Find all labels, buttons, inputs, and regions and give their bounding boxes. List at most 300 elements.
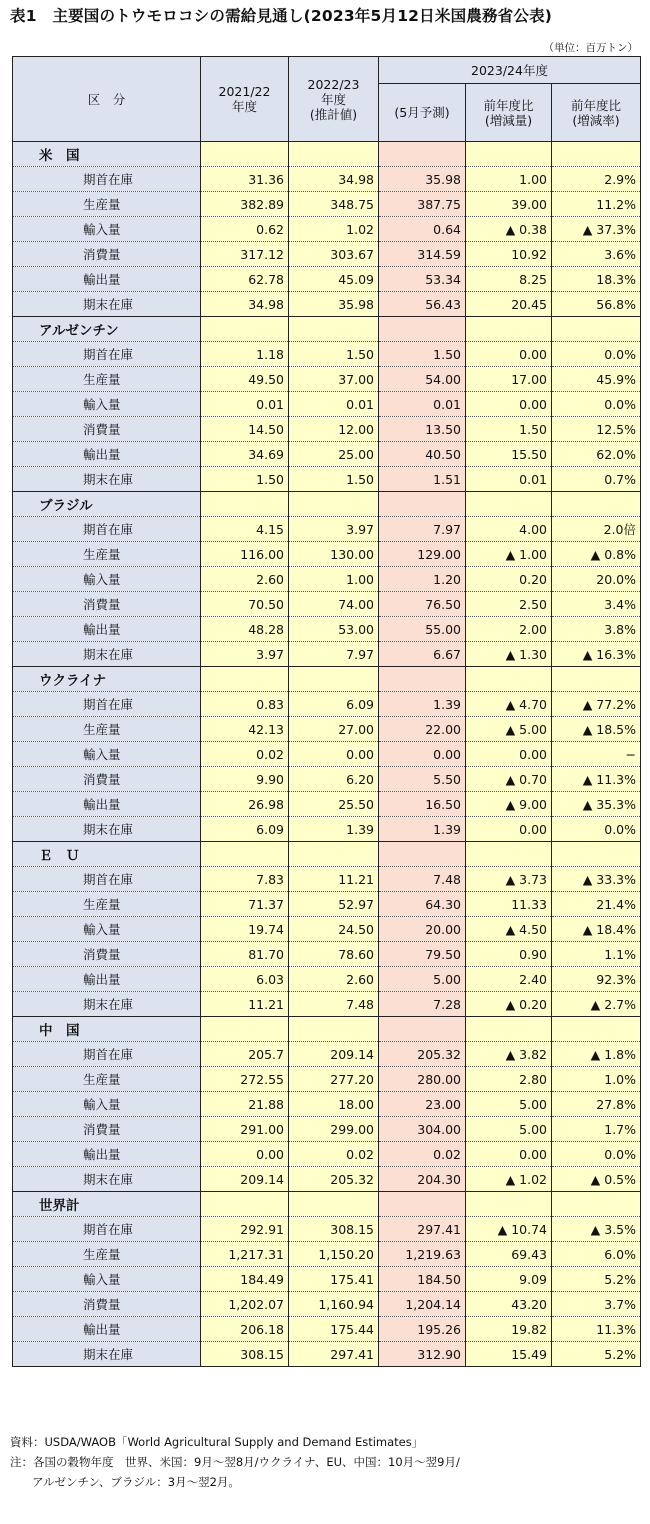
table-row — [13, 342, 641, 367]
item-label: 消費量 — [13, 417, 201, 442]
table-row — [13, 192, 641, 217]
header-2022: 2022/23 年度 (推計値) — [289, 57, 379, 142]
table-row — [13, 217, 641, 242]
value-2022: 277.20 — [289, 1067, 379, 1092]
table-row — [13, 367, 641, 392]
country-name: 世界計 — [13, 1192, 201, 1217]
value-diff: 2.40 — [466, 967, 552, 992]
value-may-forecast: 56.43 — [379, 292, 466, 317]
value-rate: ▲ 0.8% — [552, 542, 641, 567]
value-rate: 27.8% — [552, 1092, 641, 1117]
value-2021: 1.50 — [201, 467, 289, 492]
value-2021: 42.13 — [201, 717, 289, 742]
value-2022: 303.67 — [289, 242, 379, 267]
item-label: 消費量 — [13, 767, 201, 792]
value-may-forecast: 35.98 — [379, 167, 466, 192]
supply-demand-table — [12, 56, 641, 1367]
value-diff: ▲ 0.38 — [466, 217, 552, 242]
table-title: 表1 主要国のトウモロコシの需給見通し(2023年5月12日米国農務省公表) — [10, 7, 553, 25]
table-row — [13, 1342, 641, 1367]
item-label: 期首在庫 — [13, 867, 201, 892]
country-name: アルゼンチン — [13, 317, 201, 342]
value-2021: 317.12 — [201, 242, 289, 267]
item-label: 生産量 — [13, 892, 201, 917]
value-2021: 34.98 — [201, 292, 289, 317]
value-rate: 11.3% — [552, 1317, 641, 1342]
item-label: 輸入量 — [13, 742, 201, 767]
empty-cell — [552, 317, 641, 342]
value-2021: 1,217.31 — [201, 1242, 289, 1267]
country-row — [13, 1017, 641, 1042]
value-may-forecast: 5.00 — [379, 967, 466, 992]
country-row — [13, 492, 641, 517]
value-may-forecast: 16.50 — [379, 792, 466, 817]
value-diff: 0.00 — [466, 1142, 552, 1167]
header-may-forecast: (5月予測) — [379, 84, 466, 142]
item-label: 消費量 — [13, 592, 201, 617]
item-label: 輸出量 — [13, 1317, 201, 1342]
value-may-forecast: 387.75 — [379, 192, 466, 217]
item-label: 生産量 — [13, 1067, 201, 1092]
table-row — [13, 992, 641, 1017]
value-may-forecast: 204.30 — [379, 1167, 466, 1192]
empty-cell — [552, 492, 641, 517]
value-2022: 24.50 — [289, 917, 379, 942]
value-2022: 2.60 — [289, 967, 379, 992]
value-2021: 9.90 — [201, 767, 289, 792]
value-2022: 12.00 — [289, 417, 379, 442]
item-label: 期末在庫 — [13, 642, 201, 667]
value-2021: 26.98 — [201, 792, 289, 817]
country-name: 中 国 — [13, 1017, 201, 1042]
value-diff: 4.00 — [466, 517, 552, 542]
table-row — [13, 767, 641, 792]
value-2022: 209.14 — [289, 1042, 379, 1067]
empty-cell — [552, 1192, 641, 1217]
empty-cell — [289, 492, 379, 517]
table-row — [13, 567, 641, 592]
country-row — [13, 1192, 641, 1217]
table-row — [13, 517, 641, 542]
value-2022: 3.97 — [289, 517, 379, 542]
country-row — [13, 842, 641, 867]
table-row — [13, 892, 641, 917]
value-2021: 0.01 — [201, 392, 289, 417]
value-diff: 0.00 — [466, 342, 552, 367]
country-row — [13, 667, 641, 692]
value-may-forecast: 79.50 — [379, 942, 466, 967]
empty-cell — [466, 1017, 552, 1042]
table-row — [13, 817, 641, 842]
value-may-forecast: 1,204.14 — [379, 1292, 466, 1317]
table-body — [13, 142, 641, 1367]
empty-cell — [201, 1192, 289, 1217]
value-rate: 5.2% — [552, 1267, 641, 1292]
value-rate: 11.2% — [552, 192, 641, 217]
value-2021: 4.15 — [201, 517, 289, 542]
value-diff: 0.00 — [466, 817, 552, 842]
value-2022: 0.00 — [289, 742, 379, 767]
value-2022: 52.97 — [289, 892, 379, 917]
table-row — [13, 1042, 641, 1067]
item-label: 期首在庫 — [13, 1042, 201, 1067]
value-rate: 3.6% — [552, 242, 641, 267]
country-name: Ｅ Ｕ — [13, 842, 201, 867]
empty-cell — [201, 142, 289, 167]
value-2022: 1,160.94 — [289, 1292, 379, 1317]
empty-cell — [379, 317, 466, 342]
value-may-forecast: 13.50 — [379, 417, 466, 442]
empty-cell — [379, 842, 466, 867]
empty-cell — [552, 142, 641, 167]
value-may-forecast: 1,219.63 — [379, 1242, 466, 1267]
value-2021: 382.89 — [201, 192, 289, 217]
table-row — [13, 417, 641, 442]
value-2021: 14.50 — [201, 417, 289, 442]
value-rate: ▲ 18.4% — [552, 917, 641, 942]
item-label: 消費量 — [13, 1292, 201, 1317]
item-label: 期末在庫 — [13, 992, 201, 1017]
value-diff: ▲ 0.70 — [466, 767, 552, 792]
value-2022: 25.50 — [289, 792, 379, 817]
table-row — [13, 242, 641, 267]
value-rate: 0.0% — [552, 392, 641, 417]
source-note: 資料：USDA/WAOB「World Agricultural Supply and Demand Estimates」 — [10, 1435, 424, 1449]
value-rate: 0.0% — [552, 1142, 641, 1167]
value-rate: − — [552, 742, 641, 767]
value-rate: ▲ 18.5% — [552, 717, 641, 742]
header-rate: 前年度比 (増減率) — [552, 84, 641, 142]
table-row — [13, 442, 641, 467]
item-label: 輸出量 — [13, 442, 201, 467]
table-row — [13, 1117, 641, 1142]
value-diff: 5.00 — [466, 1117, 552, 1142]
value-rate: 3.4% — [552, 592, 641, 617]
table-row — [13, 717, 641, 742]
value-rate: 12.5% — [552, 417, 641, 442]
value-rate: 62.0% — [552, 442, 641, 467]
value-diff: 10.92 — [466, 242, 552, 267]
value-diff: ▲ 1.02 — [466, 1167, 552, 1192]
value-rate: 3.8% — [552, 617, 641, 642]
table-row — [13, 792, 641, 817]
empty-cell — [379, 492, 466, 517]
table-row — [13, 1292, 641, 1317]
table-row — [13, 1217, 641, 1242]
value-diff: 0.00 — [466, 392, 552, 417]
empty-cell — [379, 1017, 466, 1042]
value-may-forecast: 0.01 — [379, 392, 466, 417]
empty-cell — [201, 317, 289, 342]
value-diff: 0.01 — [466, 467, 552, 492]
value-diff: 20.45 — [466, 292, 552, 317]
value-may-forecast: 1.50 — [379, 342, 466, 367]
value-2021: 292.91 — [201, 1217, 289, 1242]
note-line-2: アルゼンチン、ブラジル：3月～翌2月。 — [32, 1475, 240, 1489]
empty-cell — [552, 1017, 641, 1042]
value-rate: ▲ 35.3% — [552, 792, 641, 817]
value-2021: 0.02 — [201, 742, 289, 767]
item-label: 期首在庫 — [13, 692, 201, 717]
item-label: 期首在庫 — [13, 1217, 201, 1242]
value-diff: ▲ 4.70 — [466, 692, 552, 717]
value-2022: 27.00 — [289, 717, 379, 742]
table-row — [13, 917, 641, 942]
value-diff: 0.90 — [466, 942, 552, 967]
value-diff: 19.82 — [466, 1317, 552, 1342]
header-division: 区 分 — [13, 57, 201, 142]
value-2021: 7.83 — [201, 867, 289, 892]
value-2022: 0.01 — [289, 392, 379, 417]
value-may-forecast: 5.50 — [379, 767, 466, 792]
value-may-forecast: 23.00 — [379, 1092, 466, 1117]
value-diff: 9.09 — [466, 1267, 552, 1292]
value-rate: 56.8% — [552, 292, 641, 317]
empty-cell — [201, 1017, 289, 1042]
value-rate: 1.0% — [552, 1067, 641, 1092]
empty-cell — [379, 667, 466, 692]
value-2022: 7.48 — [289, 992, 379, 1017]
value-2022: 130.00 — [289, 542, 379, 567]
value-rate: ▲ 77.2% — [552, 692, 641, 717]
empty-cell — [466, 317, 552, 342]
empty-cell — [379, 142, 466, 167]
value-2022: 205.32 — [289, 1167, 379, 1192]
table-row — [13, 592, 641, 617]
value-2021: 71.37 — [201, 892, 289, 917]
table-row — [13, 1267, 641, 1292]
header-2021: 2021/22 年度 — [201, 57, 289, 142]
value-may-forecast: 0.64 — [379, 217, 466, 242]
table-row — [13, 942, 641, 967]
value-2021: 206.18 — [201, 1317, 289, 1342]
value-2022: 6.09 — [289, 692, 379, 717]
value-2022: 1.50 — [289, 467, 379, 492]
empty-cell — [552, 667, 641, 692]
value-may-forecast: 312.90 — [379, 1342, 466, 1367]
value-2021: 2.60 — [201, 567, 289, 592]
value-2022: 0.02 — [289, 1142, 379, 1167]
value-may-forecast: 54.00 — [379, 367, 466, 392]
value-rate: ▲ 1.8% — [552, 1042, 641, 1067]
value-2021: 81.70 — [201, 942, 289, 967]
value-2022: 7.97 — [289, 642, 379, 667]
empty-cell — [466, 1192, 552, 1217]
value-2021: 291.00 — [201, 1117, 289, 1142]
value-diff: 2.50 — [466, 592, 552, 617]
value-rate: 1.1% — [552, 942, 641, 967]
value-2021: 70.50 — [201, 592, 289, 617]
table-row — [13, 867, 641, 892]
empty-cell — [289, 842, 379, 867]
country-name: 米 国 — [13, 142, 201, 167]
value-diff: 15.49 — [466, 1342, 552, 1367]
item-label: 輸入量 — [13, 1267, 201, 1292]
value-2021: 6.09 — [201, 817, 289, 842]
value-2021: 184.49 — [201, 1267, 289, 1292]
value-may-forecast: 280.00 — [379, 1067, 466, 1092]
value-2021: 49.50 — [201, 367, 289, 392]
value-rate: 0.0% — [552, 817, 641, 842]
value-2022: 297.41 — [289, 1342, 379, 1367]
item-label: 期末在庫 — [13, 817, 201, 842]
value-may-forecast: 22.00 — [379, 717, 466, 742]
value-2021: 3.97 — [201, 642, 289, 667]
value-diff: ▲ 10.74 — [466, 1217, 552, 1242]
value-rate: 6.0% — [552, 1242, 641, 1267]
table-row — [13, 742, 641, 767]
value-2021: 62.78 — [201, 267, 289, 292]
value-rate: ▲ 33.3% — [552, 867, 641, 892]
table-row — [13, 392, 641, 417]
country-row — [13, 317, 641, 342]
value-2021: 272.55 — [201, 1067, 289, 1092]
empty-cell — [289, 1192, 379, 1217]
value-may-forecast: 7.97 — [379, 517, 466, 542]
table-row — [13, 967, 641, 992]
value-may-forecast: 1.39 — [379, 817, 466, 842]
empty-cell — [201, 492, 289, 517]
value-2021: 116.00 — [201, 542, 289, 567]
value-diff: ▲ 3.73 — [466, 867, 552, 892]
table-row — [13, 1317, 641, 1342]
value-may-forecast: 129.00 — [379, 542, 466, 567]
table-row — [13, 467, 641, 492]
item-label: 生産量 — [13, 542, 201, 567]
item-label: 輸出量 — [13, 967, 201, 992]
empty-cell — [552, 842, 641, 867]
header-diff: 前年度比 (増減量) — [466, 84, 552, 142]
empty-cell — [289, 667, 379, 692]
value-diff: 5.00 — [466, 1092, 552, 1117]
value-2022: 299.00 — [289, 1117, 379, 1142]
value-rate: 2.9% — [552, 167, 641, 192]
item-label: 消費量 — [13, 242, 201, 267]
value-may-forecast: 7.28 — [379, 992, 466, 1017]
value-2022: 25.00 — [289, 442, 379, 467]
value-rate: ▲ 16.3% — [552, 642, 641, 667]
table-row — [13, 642, 641, 667]
value-2022: 175.41 — [289, 1267, 379, 1292]
table-row — [13, 1167, 641, 1192]
value-2021: 19.74 — [201, 917, 289, 942]
value-2021: 48.28 — [201, 617, 289, 642]
value-2021: 209.14 — [201, 1167, 289, 1192]
value-rate: ▲ 11.3% — [552, 767, 641, 792]
value-may-forecast: 20.00 — [379, 917, 466, 942]
value-2022: 1.50 — [289, 342, 379, 367]
value-2022: 1.02 — [289, 217, 379, 242]
value-may-forecast: 40.50 — [379, 442, 466, 467]
value-2022: 1.00 — [289, 567, 379, 592]
empty-cell — [466, 667, 552, 692]
value-rate: 92.3% — [552, 967, 641, 992]
value-2022: 1.39 — [289, 817, 379, 842]
value-diff: 0.00 — [466, 742, 552, 767]
value-may-forecast: 55.00 — [379, 617, 466, 642]
value-may-forecast: 0.02 — [379, 1142, 466, 1167]
item-label: 輸入量 — [13, 567, 201, 592]
value-rate: ▲ 37.3% — [552, 217, 641, 242]
value-2022: 308.15 — [289, 1217, 379, 1242]
value-2022: 348.75 — [289, 192, 379, 217]
item-label: 消費量 — [13, 942, 201, 967]
item-label: 期末在庫 — [13, 292, 201, 317]
value-diff: 1.00 — [466, 167, 552, 192]
value-2021: 1,202.07 — [201, 1292, 289, 1317]
value-diff: 11.33 — [466, 892, 552, 917]
value-rate: 20.0% — [552, 567, 641, 592]
item-label: 輸出量 — [13, 1142, 201, 1167]
item-label: 期末在庫 — [13, 1342, 201, 1367]
value-diff: ▲ 1.30 — [466, 642, 552, 667]
item-label: 輸入量 — [13, 1092, 201, 1117]
value-rate: 2.0倍 — [552, 517, 641, 542]
empty-cell — [201, 667, 289, 692]
value-rate: ▲ 3.5% — [552, 1217, 641, 1242]
empty-cell — [289, 1017, 379, 1042]
value-may-forecast: 1.51 — [379, 467, 466, 492]
value-2021: 308.15 — [201, 1342, 289, 1367]
value-2022: 53.00 — [289, 617, 379, 642]
value-may-forecast: 184.50 — [379, 1267, 466, 1292]
value-diff: 2.80 — [466, 1067, 552, 1092]
value-rate: ▲ 2.7% — [552, 992, 641, 1017]
value-may-forecast: 76.50 — [379, 592, 466, 617]
value-may-forecast: 205.32 — [379, 1042, 466, 1067]
value-2022: 37.00 — [289, 367, 379, 392]
value-2022: 6.20 — [289, 767, 379, 792]
value-diff: 15.50 — [466, 442, 552, 467]
value-diff: ▲ 9.00 — [466, 792, 552, 817]
empty-cell — [466, 142, 552, 167]
value-2022: 18.00 — [289, 1092, 379, 1117]
value-may-forecast: 1.20 — [379, 567, 466, 592]
item-label: 生産量 — [13, 1242, 201, 1267]
value-rate: 0.7% — [552, 467, 641, 492]
unit-note: （単位：百万トン） — [543, 42, 638, 54]
value-2022: 175.44 — [289, 1317, 379, 1342]
item-label: 生産量 — [13, 717, 201, 742]
footnotes — [10, 1432, 460, 1492]
value-rate: ▲ 0.5% — [552, 1167, 641, 1192]
value-diff: ▲ 3.82 — [466, 1042, 552, 1067]
value-diff: ▲ 1.00 — [466, 542, 552, 567]
empty-cell — [289, 142, 379, 167]
value-may-forecast: 297.41 — [379, 1217, 466, 1242]
value-rate: 18.3% — [552, 267, 641, 292]
value-2021: 34.69 — [201, 442, 289, 467]
table-row — [13, 692, 641, 717]
value-rate: 0.0% — [552, 342, 641, 367]
table-row — [13, 617, 641, 642]
value-2022: 45.09 — [289, 267, 379, 292]
item-label: 生産量 — [13, 192, 201, 217]
value-diff: 0.20 — [466, 567, 552, 592]
value-diff: 8.25 — [466, 267, 552, 292]
value-rate: 1.7% — [552, 1117, 641, 1142]
empty-cell — [379, 1192, 466, 1217]
value-may-forecast: 7.48 — [379, 867, 466, 892]
item-label: 生産量 — [13, 367, 201, 392]
item-label: 輸出量 — [13, 267, 201, 292]
table-row — [13, 542, 641, 567]
country-name: ブラジル — [13, 492, 201, 517]
empty-cell — [289, 317, 379, 342]
item-label: 輸入量 — [13, 217, 201, 242]
value-2021: 0.62 — [201, 217, 289, 242]
table-row — [13, 1092, 641, 1117]
